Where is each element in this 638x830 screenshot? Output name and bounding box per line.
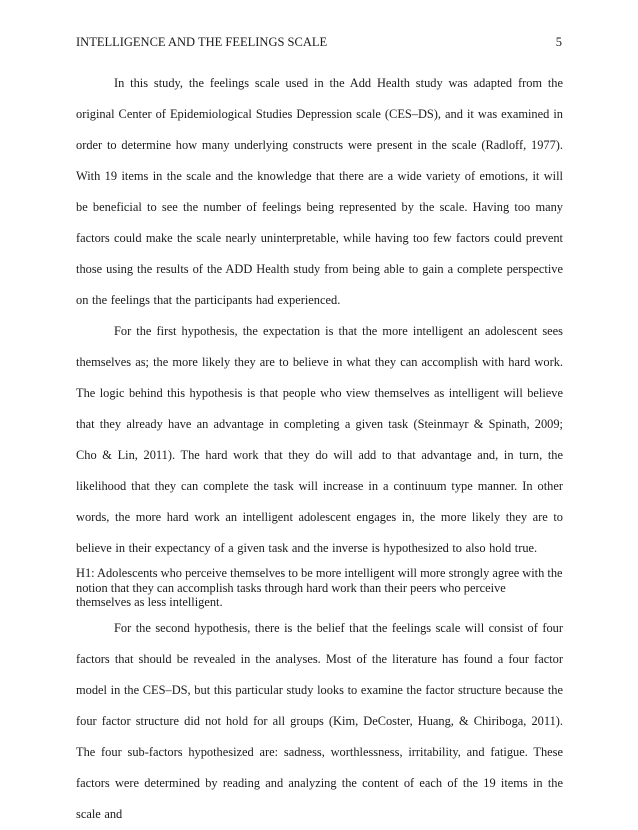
paragraph-second-hypothesis: For the second hypothesis, there is the belief that the feelings scale will consist of four factors that should be revealed in the analyses. Most of the literature has found a four factor model in the CES–DS, but this particular study looks to examine the factor structure because the four factor structure did not hold for all groups (Kim, DeCoster, Huang, & Chiriboga, 2011). The four sub-factors hypothesized are: sadness, worthlessness, irritability, and fatigue. These factors were determined by reading and analyzing the content of each of the 19 items in the scale and xyxy=(76,620,563,821)
paragraph-study-feelings-scale: In this study, the feelings scale used in the Add Health study was adapted from the original Center of Epidemiological Studies Depression scale (CES–DS), and it was examined in order to determine how many underlying constructs were present in the scale (Radloff, 1977). With 19 items in the scale and the knowledge that there are a wide variety of emotions, it will be beneficial to see the number of feelings being represented by the scale. Having too many factors could make the scale nearly uninterpretable, while having too few factors could prevent those using the results of the ADD Health study from being able to gain a complete perspective on the feelings that the participants had experienced. xyxy=(76,76,563,307)
page-number: 5 xyxy=(555,35,562,49)
hypothesis-h1: H1: Adolescents who perceive themselves to be more intelligent will more strongly agree with the notion that they can accomplish tasks through hard work than their peers who perceive themselves as less intelligent. xyxy=(76,566,563,609)
running-head: INTELLIGENCE AND THE FEELINGS SCALE xyxy=(76,35,328,49)
paragraph-first-hypothesis: For the first hypothesis, the expectation is that the more intelligent an adolescent sees themselves as; the more likely they are to believe in what they can accomplish with hard work. The logic behind this hypothesis is that people who view themselves as intelligent will believe that they already have an advantage in completing a given task (Steinmayr & Spinath, 2009; Cho & Lin, 2011). The hard work that they do will add to that advantage and, in turn, the likelihood that they can complete the task will increase in a continuum type manner. In other words, the more hard work an intelligent adolescent engages in, the more likely they are to believe in their expectancy of a given task and the inverse is hypothesized to also hold true. xyxy=(76,324,563,555)
document-body xyxy=(76,68,563,830)
